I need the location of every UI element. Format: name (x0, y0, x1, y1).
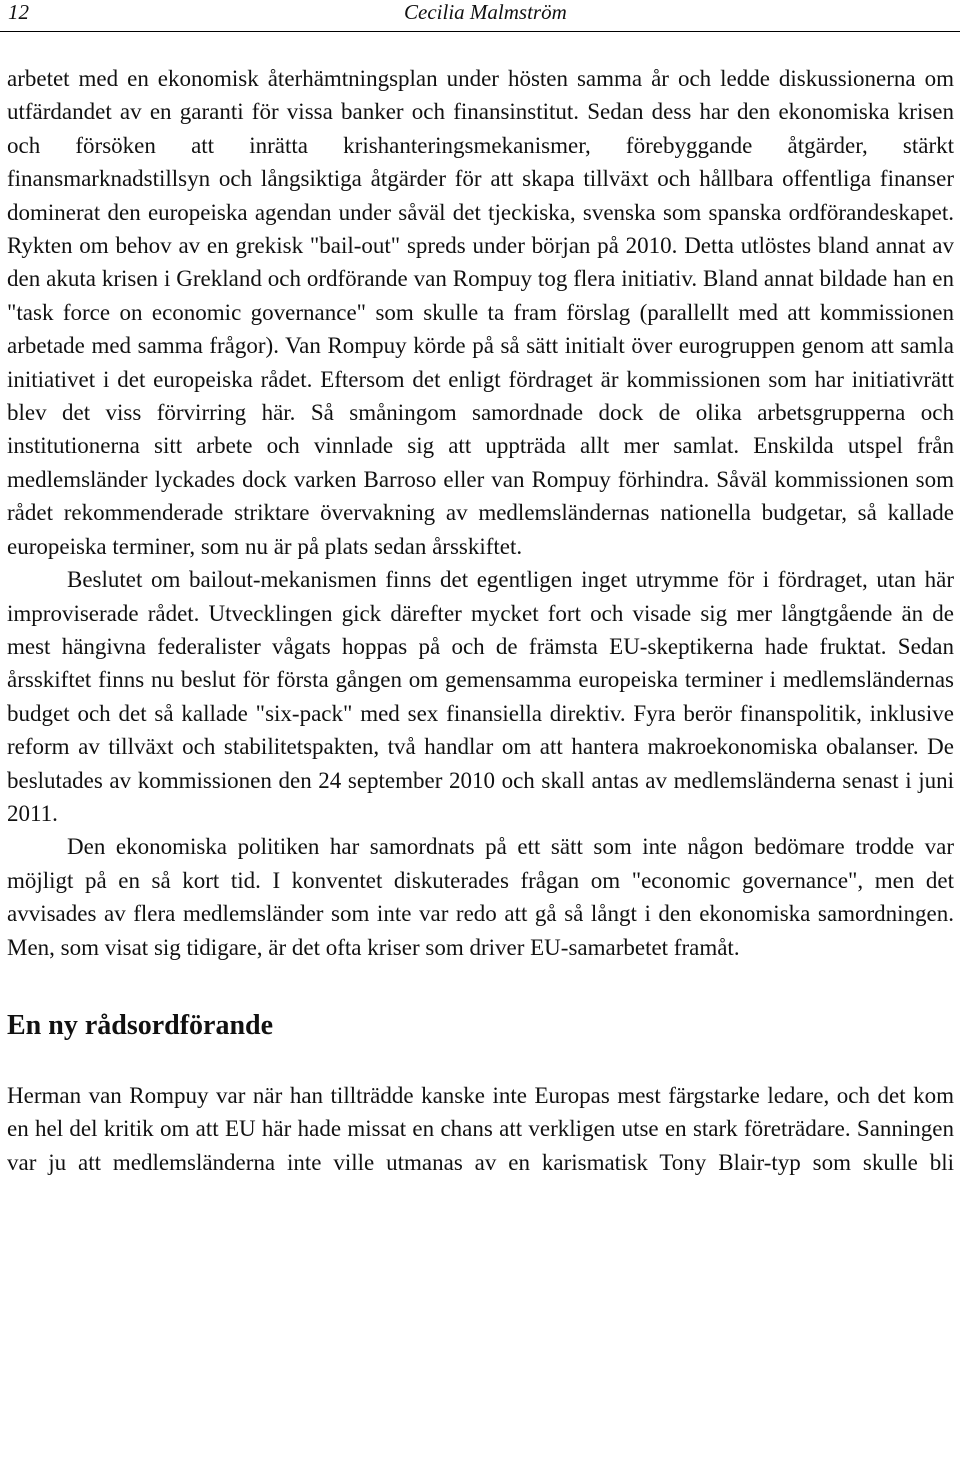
paragraph-2: Beslutet om bailout-mekanismen finns det egentligen inget utrymme för i fördraget, utan här improviserade rådet. Utvecklingen gick därefter mycket fort och visade sig mer långtgående än de mest hängivna federalister vågats hoppas på och de främsta EU-skeptikerna hade fruktat. Sedan årsskiftet finns nu beslut för första gången om gemensamma europeiska terminer i medlemsländernas budget och det så kallade "six-pack" med sex finansiella direktiv. Fyra berör finanspolitik, inklusive reform av tillväxt och stabilitetspakten, två handlar om att hantera makroekonomiska obalanser. De beslutades av kommissionen den 24 september 2010 och skall antas av medlemsländerna senast i juni 2011. (7, 567, 954, 826)
page-header (0, 0, 960, 32)
paragraph-4: Herman van Rompuy var när han tillträdde kanske inte Europas mest färgstarke ledare, och det kom en hel del kritik om att EU här hade missat en chans att verkligen utse en stark företrädare. Sanningen var ju att medlemsländerna inte ville utmanas av en karismatisk Tony Blair-typ som skulle bli (7, 1082, 954, 1175)
page-body (7, 62, 954, 1179)
paragraph-3: Den ekonomiska politiken har samordnats på ett sätt som inte någon bedömare trodde var möjligt på en så kort tid. I konventet diskuterades frågan om "economic governance", men det avvisades av flera medlemsländer som inte var redo att gå så långt i den ekonomiska samordningen. Men, som visat sig tidigare, är det ofta kriser som driver EU-samarbetet framåt. (7, 834, 954, 960)
page-number: 12 (8, 0, 29, 24)
running-head: Cecilia Malmström (404, 0, 567, 24)
section-heading: En ny rådsordförande (7, 1009, 274, 1041)
paragraph-1: arbetet med en ekonomisk återhämtningsplan under hösten samma år och ledde diskussionerna om utfärdandet av en garanti för vissa banker och finansinstitut. Sedan dess har den ekonomiska krisen och försöken att inrätta krishanteringsmekanismer, förebyggande åtgärder, stärkt finansmarknadstillsyn och långsiktiga åtgärder för att skapa tillväxt och hållbara offentliga finanser dominerat den europeiska agendan under såväl det tjeckiska, svenska som spanska ordförandeskapet. Rykten om behov av en grekisk "bail-out" spreds under början på 2010. Detta utlöstes bland annat av den akuta krisen i Grekland och ordförande van Rompuy tog flera initiativ. Bland annat bildade han en "task force on economic governance" som skulle ta fram förslag (parallellt med att kommissionen arbetade med samma frågor). Van Rompuy körde på så sätt initialt över eurogruppen genom att samla initiativet i det europeiska rådet. Eftersom det enligt fördraget är kommissionen som har initiativrätt blev det viss förvirring här. Så småningom samordnade dock de olika arbetsgrupperna och institutionerna sitt arbete och vinnlade sig att uppträda allt mer samlat. Enskilda utspel från medlemsländer lyckades dock varken Barroso eller van Rompuy förhindra. Såväl kommissionen som rådet rekommenderade striktare övervakning av medlemsländernas nationella budgetar, så kallade europeiska terminer, som nu är på plats sedan årsskiftet. (7, 66, 954, 559)
header-rule (0, 31, 960, 32)
